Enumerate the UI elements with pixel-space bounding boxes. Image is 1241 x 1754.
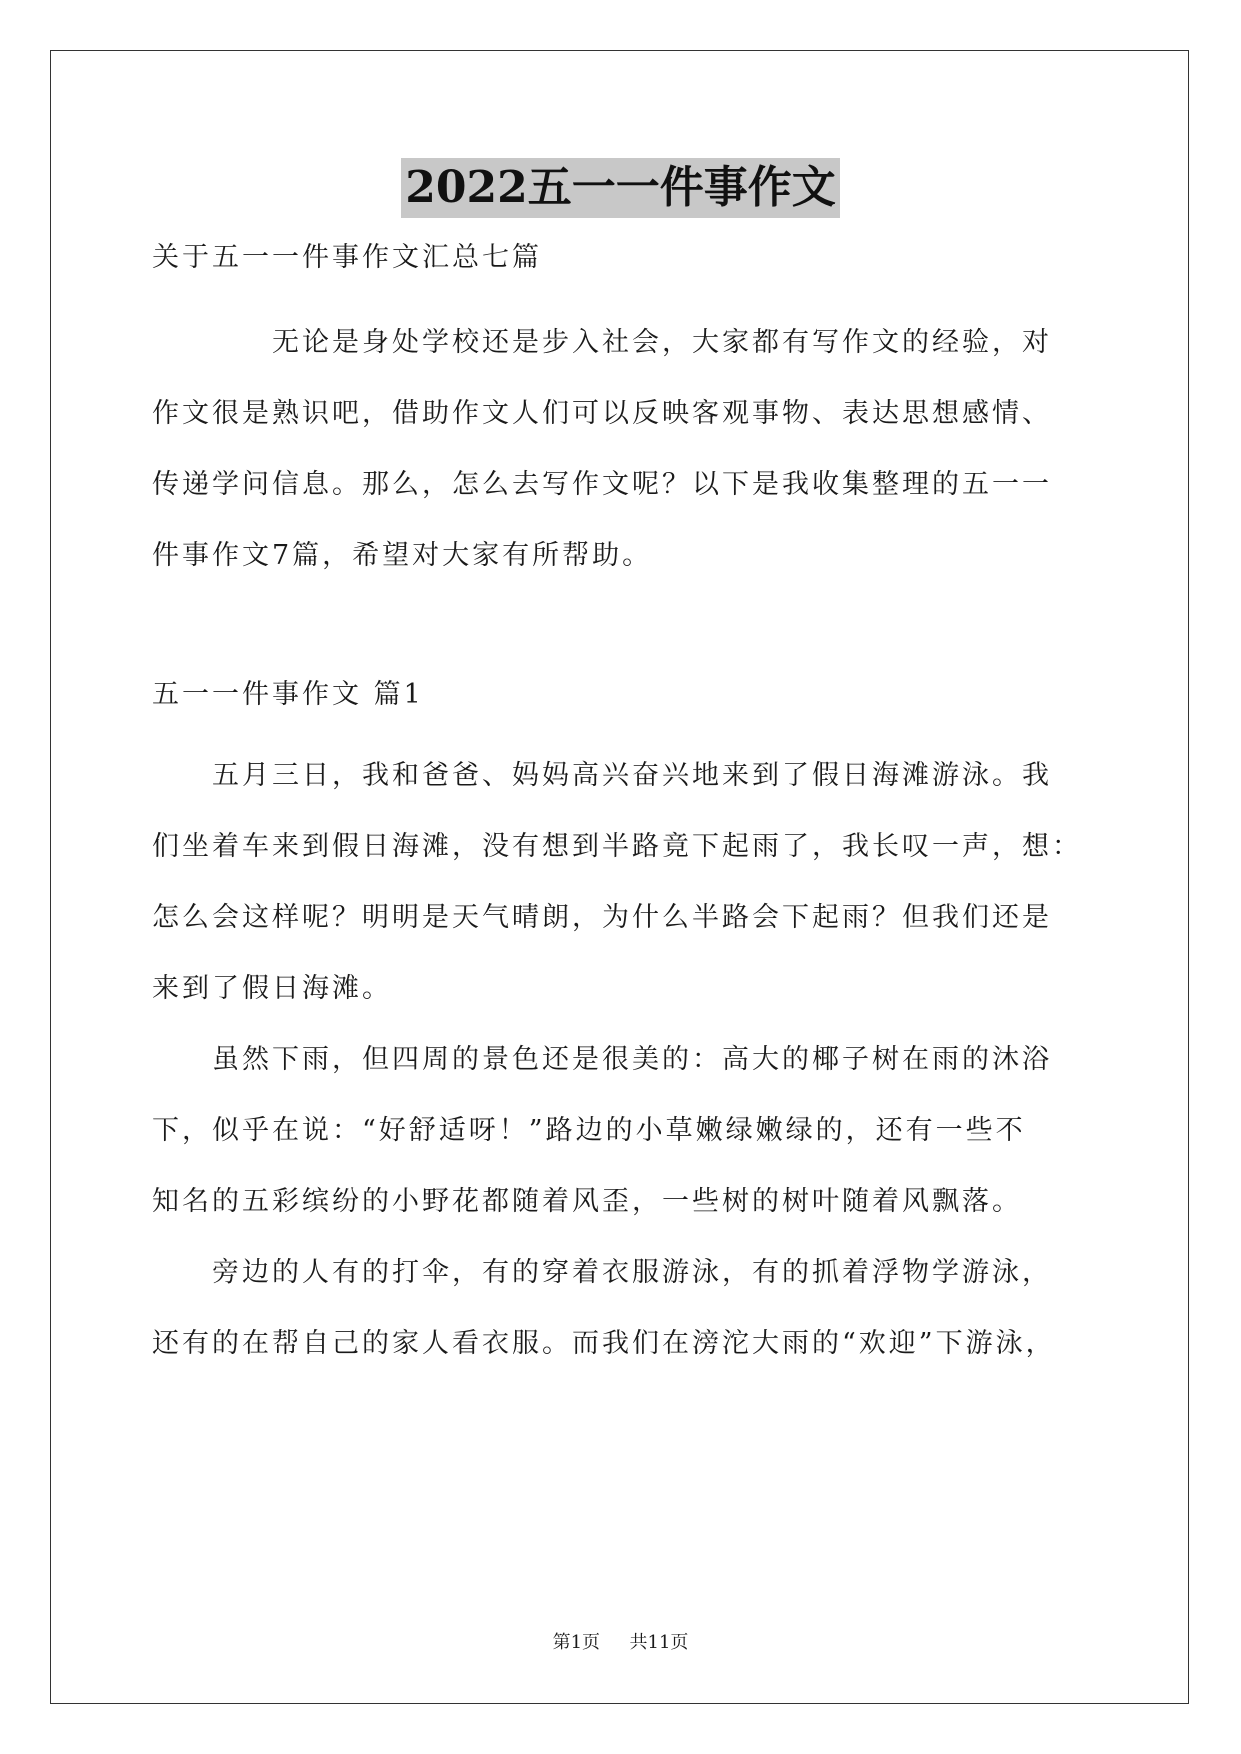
body-line-3: 怎么会这样呢？明明是天气晴朗，为什么半路会下起雨？但我们还是 <box>152 902 1052 933</box>
body-line-8: 旁边的人有的打伞，有的穿着衣服游泳，有的抓着浮物学游泳， <box>212 1257 1052 1288</box>
body-line-1: 五月三日，我和爸爸、妈妈高兴奋兴地来到了假日海滩游泳。我 <box>212 760 1052 791</box>
body-line-4: 来到了假日海滩。 <box>152 973 392 1004</box>
page-total: 共11页 <box>629 1632 689 1653</box>
page-number: 第1页 <box>552 1632 601 1653</box>
page-footer <box>0 1631 1241 1655</box>
document-subtitle: 关于五一一件事作文汇总七篇 <box>152 242 542 273</box>
intro-line-4: 件事作文7篇，希望对大家有所帮助。 <box>152 540 653 571</box>
body-line-5: 虽然下雨，但四周的景色还是很美的：高大的椰子树在雨的沐浴 <box>212 1044 1052 1075</box>
intro-line-3: 传递学问信息。那么，怎么去写作文呢？以下是我收集整理的五一一 <box>152 469 1052 500</box>
intro-line-2: 作文很是熟识吧，借助作文人们可以反映客观事物、表达思想感情、 <box>152 398 1052 429</box>
intro-line-1: 无论是身处学校还是步入社会，大家都有写作文的经验，对 <box>272 327 1052 358</box>
document-title: 2022五一一件事作文 <box>401 158 839 218</box>
body-line-6: 下，似乎在说：“好舒适呀！”路边的小草嫩绿嫩绿的，还有一些不 <box>152 1115 1026 1146</box>
page-border <box>50 50 1189 1704</box>
title-container <box>0 158 1241 218</box>
body-line-7: 知名的五彩缤纷的小野花都随着风歪，一些树的树叶随着风飘落。 <box>152 1186 1022 1217</box>
body-line-2: 们坐着车来到假日海滩，没有想到半路竟下起雨了，我长叹一声，想： <box>152 831 1082 862</box>
body-line-9: 还有的在帮自己的家人看衣服。而我们在滂沱大雨的“欢迎”下游泳， <box>152 1328 1056 1359</box>
section-heading: 五一一件事作文 篇1 <box>152 679 424 710</box>
